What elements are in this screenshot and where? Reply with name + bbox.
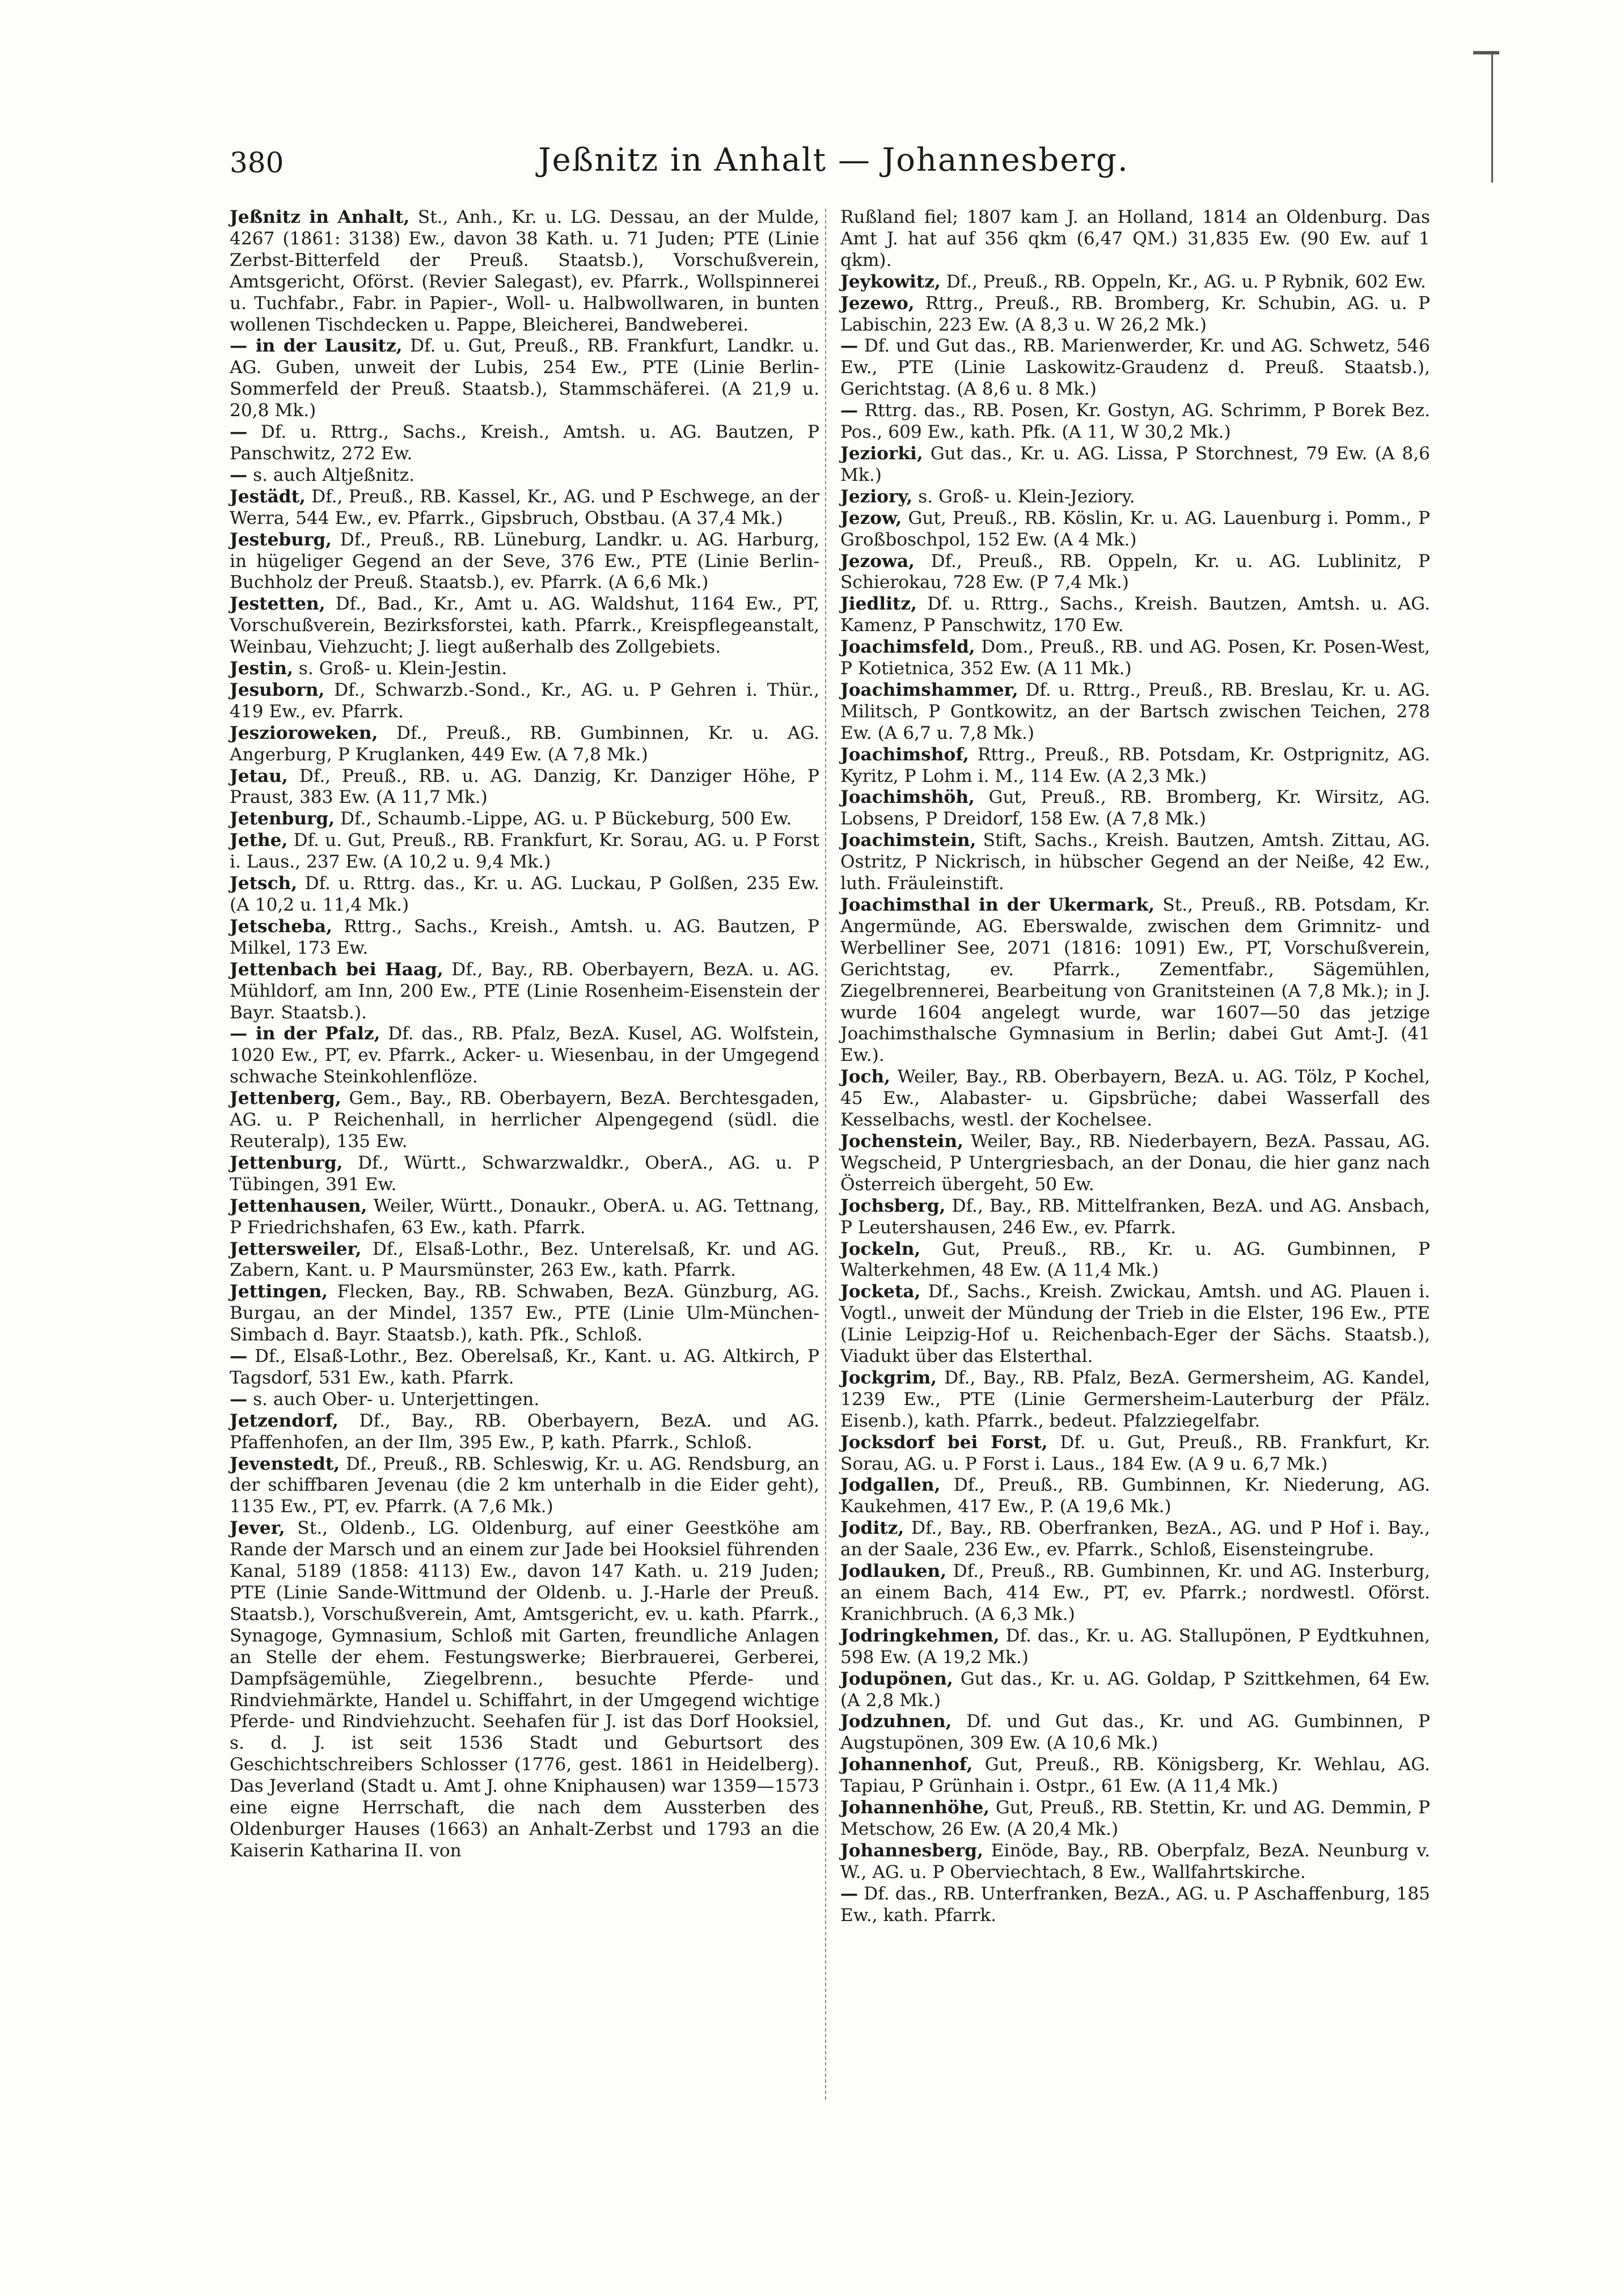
dictionary-entry xyxy=(230,1239,819,1282)
dictionary-entry xyxy=(230,916,819,959)
entry-text: Df. u. Rttrg. das., Kr. u. AG. Luckau, P Golßen, 235 Ew. (A 10,2 u. 11,4 Mk.) xyxy=(230,873,819,915)
dictionary-entry xyxy=(840,1067,1430,1131)
entry-headword: Jettenberg, xyxy=(230,1088,341,1109)
entry-headword: Johannenhof, xyxy=(840,1754,973,1775)
entry-text: Rttrg. das., RB. Posen, Kr. Gostyn, AG. Schrimm, P Borek Bez. Pos., 609 Ew., kath. Pfk. (A 11, W 30,2 Mk.) xyxy=(840,400,1430,443)
entry-headword: Jetau, xyxy=(230,765,288,786)
entry-headword: Jodringkehmen, xyxy=(840,1625,1000,1646)
entry-headword: Jevenstedt, xyxy=(230,1453,340,1474)
entry-headword: Joachimshammer, xyxy=(840,679,1018,700)
entry-headword: Jodgallen, xyxy=(840,1475,941,1496)
dictionary-entry xyxy=(840,1626,1430,1669)
entry-headword: Jiedlitz, xyxy=(840,594,917,615)
entry-text: Df. u. Gut, Preuß., RB. Frankfurt, Kr. Sorau, AG. u. P Forst i. Laus., 237 Ew. (A 10,2 u. 9,4 Mk.) xyxy=(230,830,819,873)
entry-text: Df. und Gut das., RB. Marienwerder, Kr. und AG. Schwetz, 546 Ew., PTE (Linie Laskowitz-Graudenz d. Preuß. Staatsb.), Gerichtstag. (A 8,6 u. 8 Mk.) xyxy=(840,336,1430,400)
entry-text: Df., Bay., RB. Oberfranken, BezA., AG. und P Hof i. Bay., an der Saale, 236 Ew., ev. Pfarrk., Schloß, Eisensteingrube. xyxy=(840,1518,1430,1560)
entry-text: Df., Preuß., RB. Gumbinnen, Kr. u. AG. Angerburg, P Kruglanken, 449 Ew. (A 7,8 Mk.) xyxy=(230,722,819,765)
entry-headword: Jettenhausen, xyxy=(230,1195,367,1216)
entry-text: Df. u. Gut, Preuß., RB. Frankfurt, Landkr. u. AG. Guben, unweit der Lubis, 254 Ew., PTE (Linie Berlin-Sommerfeld der Preuß. Staatsb.), Stammschäferei. (A 21,9 u. 20,8 Mk.) xyxy=(230,336,819,421)
entry-text: Df. das., Kr. u. AG. Stallupönen, P Eydtkuhnen, 598 Ew. (A 19,2 Mk.) xyxy=(840,1625,1430,1668)
dictionary-entry xyxy=(230,830,819,873)
page-number: 380 xyxy=(230,146,284,179)
entry-text: St., Anh., Kr. u. LG. Dessau, an der Mulde, 4267 (1861: 3138) Ew., davon 38 Kath. u. 71 Juden; PTE (Linie Zerbst-Bitterfeld der Preuß. Staatsb.), Vorschußverein, Amtsgericht, Oförst. (Revier Salegast), ev. Pfarrk., Wollspinnerei u. Tuchfabr., Fabr. in Papier-, Woll- u. Halbwollwaren, in bunten wollenen Tischdecken u. Pappe, Bleicherei, Bandweberei. xyxy=(230,207,819,335)
margin-mark xyxy=(1473,51,1499,54)
entry-text: s. auch Altjeßnitz. xyxy=(247,464,415,485)
dictionary-entry xyxy=(840,1281,1430,1368)
entry-text: Df., Preuß., RB. Gumbinnen, Kr. und AG. Insterburg, an einem Bach, 414 Ew., PT, ev. Pfarrk.; nordwestl. Oförst. Kranichbruch. (A 6,3 Mk.) xyxy=(840,1561,1430,1624)
entry-text: Df., Bad., Kr., Amt u. AG. Waldshut, 1164 Ew., PT, Vorschußverein, Bezirksforstei, kath. Pfarrk., Kreispflegeanstalt, Weinbau, Viehzucht; J. liegt außerhalb des Zollgebiets. xyxy=(230,594,819,658)
entry-headword: Jettingen, xyxy=(230,1281,328,1302)
dictionary-entry xyxy=(840,400,1430,443)
dictionary-entry xyxy=(230,486,819,530)
entry-headword: — xyxy=(840,1883,858,1904)
left-column xyxy=(230,207,819,1862)
entry-text: Gem., Bay., RB. Oberbayern, BezA. Berchtesgaden, AG. u. P Reichenhall, in herrlicher Alpengegend (südl. die Reuteralp), 135 Ew. xyxy=(230,1088,819,1152)
dictionary-entry xyxy=(840,336,1430,400)
entry-headword: — xyxy=(230,1389,248,1410)
entry-text: Df., Bay., RB. Oberbayern, BezA. und AG. Pfaffenhofen, an der Ilm, 395 Ew., P, kath. Pfarrk., Schloß. xyxy=(230,1410,819,1453)
entry-headword: Jestin, xyxy=(230,658,293,679)
entry-headword: Jeszioroweken, xyxy=(230,722,378,743)
dictionary-entry xyxy=(840,1239,1430,1282)
entry-text: Df. das., RB. Unterfranken, BezA., AG. u. P Aschaffenburg, 185 Ew., kath. Pfarrk. xyxy=(840,1883,1430,1926)
entry-headword: Jeziory, xyxy=(840,486,913,507)
dictionary-entry xyxy=(230,465,819,486)
entry-headword: Jesteburg, xyxy=(230,529,332,550)
entry-text: Df. u. Gut, Preuß., RB. Frankfurt, Kr. Sorau, AG. u. P Forst i. Laus., 184 Ew. (A 9 u. 6,7 Mk.) xyxy=(840,1432,1431,1474)
entry-headword: Jezewo, xyxy=(840,293,915,314)
entry-headword: Jochenstein, xyxy=(840,1131,963,1152)
entry-headword: Jeßnitz in Anhalt, xyxy=(230,207,410,227)
dictionary-entry xyxy=(840,895,1430,1067)
entry-headword: Jesuborn, xyxy=(230,679,325,700)
dictionary-entry xyxy=(230,422,819,465)
entry-text: Dom., Preuß., RB. und AG. Posen, Kr. Posen-West, P Kotietnica, 352 Ew. (A 11 Mk.) xyxy=(840,637,1430,679)
dictionary-entry xyxy=(230,594,819,658)
dictionary-entry xyxy=(840,1432,1430,1475)
entry-headword: Jodzuhnen, xyxy=(840,1711,952,1732)
entry-text: Df., Schwarzb.-Sond., Kr., AG. u. P Gehren i. Thür., 419 Ew., ev. Pfarrk. xyxy=(230,679,819,722)
entry-text: Stift, Sachs., Kreish. Bautzen, Amtsh. Zittau, AG. Ostritz, P Nickrisch, in hübscher Gegend an der Neiße, 42 Ew., luth. Fräuleinstift. xyxy=(840,830,1430,894)
dictionary-entry xyxy=(230,658,819,680)
entry-headword: Joachimsthal in der Ukermark, xyxy=(840,895,1155,915)
entry-text: s. Groß- u. Klein-Jeziory. xyxy=(912,486,1135,507)
entry-text: Gut das., Kr. u. AG. Lissa, P Storchnest, 79 Ew. (A 8,6 Mk.) xyxy=(840,443,1430,485)
entry-headword: Johannenhöhe, xyxy=(840,1797,990,1818)
entry-text: Df., Elsaß-Lothr., Bez. Oberelsaß, Kr., Kant. u. AG. Altkirch, P Tagsdorf, 531 Ew., kath. Pfarrk. xyxy=(230,1346,819,1388)
entry-text: Weiler, Bay., RB. Niederbayern, BezA. Passau, AG. Wegscheid, P Untergriesbach, an der Donau, die hier ganz nach Österreich übergeht, 50 Ew. xyxy=(840,1131,1430,1195)
entry-headword: Jezowa, xyxy=(840,551,915,572)
entry-text: Df. das., RB. Pfalz, BezA. Kusel, AG. Wolfstein, 1020 Ew., PT, ev. Pfarrk., Acker- u. Wiesenbau, in der Umgegend schwache Steinkohlenflöze. xyxy=(230,1023,819,1088)
entry-headword: — in der Pfalz, xyxy=(230,1023,380,1044)
dictionary-entry xyxy=(840,207,1430,272)
entry-headword: Joditz, xyxy=(840,1518,904,1539)
entry-headword: — xyxy=(230,422,248,443)
dictionary-entry xyxy=(840,486,1430,508)
dictionary-entry xyxy=(840,1368,1430,1432)
entry-text: Df. und Gut das., Kr. und AG. Gumbinnen, P Augstupönen, 309 Ew. (A 10,6 Mk.) xyxy=(840,1711,1430,1754)
dictionary-entry xyxy=(840,594,1430,637)
dictionary-entry xyxy=(840,551,1430,594)
dictionary-entry xyxy=(840,508,1430,551)
entry-text: s. auch Ober- u. Unterjettingen. xyxy=(247,1389,540,1410)
entry-text: Df., Württ., Schwarzwaldkr., OberA., AG. u. P Tübingen, 391 Ew. xyxy=(230,1152,819,1195)
dictionary-entry xyxy=(840,830,1430,895)
entry-text: St., Oldenb., LG. Oldenburg, auf einer Geestköhe am Rande der Marsch und an einem zur Jade bei Hooksiel führenden Kanal, 5189 (1858: 4113) Ew., davon 147 Kath. u. 219 Juden; PTE (Linie Sande-Wittmund der Oldenb. u. J.-Harle der Preuß. Staatsb.), Vorschußverein, Amt, Amtsgericht, ev. u. kath. Pfarrk., Synagoge, Gymnasium, Schloß mit Garten, freundliche Anlagen an Stelle der ehem. Festungswerke; Bierbrauerei, Gerberei, Dampfsägemühle, Ziegelbrenn., besuchte Pferde- und Rindviehmärkte, Handel u. Schiffahrt, in der Umgegend wichtige Pferde- und Rindviehzucht. Seehafen für J. ist das Dorf Hooksiel, s. d. J. ist seit 1536 Stadt und Geburtsort des Geschichtschreibers Schlosser (1776, gest. 1861 in Heidelberg). Das Jeverland (Stadt u. Amt J. ohne Kniphausen) war 1359—1573 eine eigne Herrschaft, die nach dem Aussterben des Oldenburger Hauses (1663) an Anhalt-Zerbst und 1793 an die Kaiserin Katharina II. von xyxy=(230,1518,819,1861)
dictionary-entry xyxy=(230,1196,819,1239)
entry-headword: Joachimshöh, xyxy=(840,787,975,808)
dictionary-entry xyxy=(230,680,819,723)
entry-headword: Jetsch, xyxy=(230,873,298,894)
entry-text: Gut, Preuß., RB. Königsberg, Kr. Wehlau, AG. Tapiau, P Grünhain i. Ostpr., 61 Ew. (A 11,4 Mk.) xyxy=(840,1754,1430,1797)
entry-headword: — xyxy=(230,1346,248,1367)
entry-headword: Jodupönen, xyxy=(840,1668,953,1689)
entry-headword: Jetenburg, xyxy=(230,809,335,830)
entry-headword: Jeykowitz, xyxy=(840,271,941,292)
dictionary-entry xyxy=(840,1711,1430,1754)
entry-text: St., Preuß., RB. Potsdam, Kr. Angermünde, AG. Eberswalde, zwischen dem Grimnitz- und Werbelliner See, 2071 (1816: 1091) Ew., PT, Vorschußverein, Gerichtstag, ev. Pfarrk., Zementfabr., Sägemühlen, Ziegelbrennerei, Bearbeitung von Granitsteinen (A 7,8 Mk.); in J. wurde 1604 angelegt wurde, war 1607—50 das jetzige Joachimsthalsche Gymnasium in Berlin; dabei Gut Amt-J. (41 Ew.). xyxy=(840,895,1430,1066)
entry-text: Df., Preuß., RB. Kassel, Kr., AG. und P Eschwege, an der Werra, 544 Ew., ev. Pfarrk., Gipsbruch, Obstbau. (A 37,4 Mk.) xyxy=(230,486,819,528)
entry-headword: Jettenbach bei Haag, xyxy=(230,959,443,980)
entry-text: Df., Preuß., RB. Schleswig, Kr. u. AG. Rendsburg, an der schiffbaren Jevenau (die 2 km unterhalb in die Eider geht), 1135 Ew., PT, ev. Pfarrk. (A 7,6 Mk.) xyxy=(230,1453,819,1517)
entry-headword: Jestädt, xyxy=(230,486,306,507)
dictionary-entry xyxy=(840,744,1430,788)
entry-text: Rttrg., Preuß., RB. Potsdam, Kr. Ostprignitz, AG. Kyritz, P Lohm i. M., 114 Ew. (A 2,3 Mk.) xyxy=(840,744,1430,786)
entry-headword: Jeziorki, xyxy=(840,443,923,464)
entry-text: Weiler, Bay., RB. Oberbayern, BezA. u. AG. Tölz, P Kochel, 45 Ew., Alabaster- u. Gipsbrüche; dabei Wasserfall des Kesselbachs, westl. der Kochelsee. xyxy=(840,1067,1430,1131)
dictionary-entry xyxy=(230,873,819,916)
dictionary-entry xyxy=(840,1131,1430,1196)
dictionary-entry xyxy=(840,272,1430,293)
entry-text: Df., Preuß., RB. Oppeln, Kr., AG. u. P Rybnik, 602 Ew. xyxy=(940,271,1426,292)
entry-text: s. Groß- u. Klein-Jestin. xyxy=(293,658,508,679)
dictionary-entry xyxy=(840,787,1430,830)
dictionary-entry xyxy=(230,1346,819,1389)
dictionary-entry xyxy=(230,1389,819,1411)
entry-headword: Jestetten, xyxy=(230,594,325,615)
entry-headword: Jochsberg, xyxy=(840,1195,946,1216)
entry-text: Rttrg., Sachs., Kreish., Amtsh. u. AG. Bautzen, P Milkel, 173 Ew. xyxy=(230,916,819,958)
dictionary-entry xyxy=(840,1754,1430,1797)
entry-headword: Jever, xyxy=(230,1518,285,1539)
entry-text: Df., Preuß., RB. Lüneburg, Landkr. u. AG. Harburg, in hügeliger Gegend an der Seve, 376 Ew., PTE (Linie Berlin-Buchholz der Preuß. Staatsb.), ev. Pfarrk. (A 6,6 Mk.) xyxy=(230,529,819,593)
dictionary-entry xyxy=(840,1561,1430,1626)
entry-text: Rußland fiel; 1807 kam J. an Holland, 1814 an Oldenburg. Das Amt J. hat auf 356 qkm (6,47 QM.) 31,835 Ew. (90 Ew. auf 1 qkm). xyxy=(840,207,1430,270)
entry-headword: — in der Lausitz, xyxy=(230,336,403,357)
entry-headword: Jetscheba, xyxy=(230,916,332,937)
dictionary-entry xyxy=(840,680,1430,744)
entry-headword: Jockgrim, xyxy=(840,1367,937,1388)
entry-text: Gut das., Kr. u. AG. Goldap, P Szittkehmen, 64 Ew. (A 2,8 Mk.) xyxy=(840,1668,1430,1711)
entry-headword: Joachimstein, xyxy=(840,830,976,851)
entry-headword: Jocksdorf bei Forst, xyxy=(840,1432,1048,1453)
page-header xyxy=(230,142,1437,193)
dictionary-entry xyxy=(230,1454,819,1518)
dictionary-entry xyxy=(230,530,819,594)
dictionary-entry xyxy=(230,1023,819,1088)
dictionary-entry xyxy=(840,293,1430,336)
entry-headword: Joch, xyxy=(840,1067,891,1088)
entry-headword: Jettenburg, xyxy=(230,1152,343,1173)
dictionary-entry xyxy=(230,1411,819,1454)
entry-headword: Jethe, xyxy=(230,830,288,851)
entry-headword: Jodlauken, xyxy=(840,1561,947,1582)
entry-text: Df., Preuß., RB. Oppeln, Kr. u. AG. Lublinitz, P Schierokau, 728 Ew. (P 7,4 Mk.) xyxy=(840,551,1430,593)
entry-text: Rttrg., Preuß., RB. Bromberg, Kr. Schubin, AG. u. P Labischin, 223 Ew. (A 8,3 u. W 26,2 Mk.) xyxy=(840,293,1430,335)
dictionary-entry xyxy=(840,1518,1430,1561)
entry-headword: Jetzendorf, xyxy=(230,1410,339,1431)
entry-text: Df., Bay., RB. Mittelfranken, BezA. und AG. Ansbach, P Leutershausen, 246 Ew., ev. Pfarrk. xyxy=(840,1195,1430,1238)
entry-text: Gut, Preuß., RB. Bromberg, Kr. Wirsitz, AG. Lobsens, P Dreidorf, 158 Ew. (A 7,8 Mk.) xyxy=(840,787,1430,830)
dictionary-entry xyxy=(840,1475,1430,1518)
entry-text: Df., Sachs., Kreish. Zwickau, Amtsh. und AG. Plauen i. Vogtl., unweit der Mündung der Trieb in die Elster, 196 Ew., PTE (Linie Leipzig-Hof u. Reichenbach-Eger der Sächs. Staatsb.), Viadukt über das Elsterthal. xyxy=(840,1281,1430,1367)
dictionary-entry xyxy=(230,1153,819,1196)
entry-text: Df., Preuß., RB. u. AG. Danzig, Kr. Danziger Höhe, P Praust, 383 Ew. (A 11,7 Mk.) xyxy=(230,765,819,808)
entry-headword: — xyxy=(230,464,248,485)
entry-text: Einöde, Bay., RB. Oberpfalz, BezA. Neunburg v. W., AG. u. P Oberviechtach, 8 Ew., Wallfahrtskirche. xyxy=(840,1840,1430,1882)
dictionary-entry xyxy=(230,959,819,1024)
dictionary-entry xyxy=(230,1088,819,1153)
entry-text: Df., Schaumb.-Lippe, AG. u. P Bückeburg, 500 Ew. xyxy=(335,809,792,830)
entry-headword: — xyxy=(840,336,858,357)
entry-headword: — xyxy=(840,400,858,421)
dictionary-entry xyxy=(230,809,819,830)
dictionary-entry xyxy=(840,1196,1430,1239)
entry-headword: Johannesberg, xyxy=(840,1840,983,1861)
entry-headword: Jockeln, xyxy=(840,1238,921,1259)
dictionary-entry xyxy=(840,443,1430,486)
entry-text: Df. u. Rttrg., Sachs., Kreish., Amtsh. u. AG. Bautzen, P Panschwitz, 272 Ew. xyxy=(230,422,819,464)
column-divider xyxy=(825,209,826,2100)
entry-text: Df., Preuß., RB. Gumbinnen, Kr. Niederung, AG. Kaukehmen, 417 Ew., P. (A 19,6 Mk.) xyxy=(840,1475,1430,1517)
dictionary-entry xyxy=(230,1518,819,1862)
entry-text: Gut, Preuß., RB. Köslin, Kr. u. AG. Lauenburg i. Pomm., P Großboschpol, 152 Ew. (A 4 Mk.) xyxy=(840,507,1430,550)
running-head: Jeßnitz in Anhalt — Johannesberg. xyxy=(538,142,1129,179)
margin-mark-stem xyxy=(1491,52,1493,183)
dictionary-entry xyxy=(230,723,819,766)
entry-headword: Joachimshof, xyxy=(840,744,969,765)
entry-headword: Jezow, xyxy=(840,507,902,528)
dictionary-entry xyxy=(840,1841,1430,1884)
dictionary-entry xyxy=(230,766,819,809)
entry-text: Df. u. Rttrg., Sachs., Kreish. Bautzen, Amtsh. u. AG. Kamenz, P Panschwitz, 170 Ew. xyxy=(840,594,1430,636)
dictionary-entry xyxy=(230,336,819,422)
entry-text: Df. u. Rttrg., Preuß., RB. Breslau, Kr. u. AG. Militsch, P Gontkowitz, an der Bartsch zwischen Teichen, 278 Ew. (A 6,7 u. 7,8 Mk.) xyxy=(840,679,1430,743)
entry-headword: Jocketa, xyxy=(840,1281,921,1302)
dictionary-entry xyxy=(840,1669,1430,1712)
dictionary-entry xyxy=(230,207,819,336)
entry-text: Flecken, Bay., RB. Schwaben, BezA. Günzburg, AG. Burgau, an der Mindel, 1357 Ew., PTE (Linie Ulm-München-Simbach d. Bayr. Staatsb.), kath. Pfk., Schloß. xyxy=(230,1281,819,1346)
entry-text: Df., Bay., RB. Oberbayern, BezA. u. AG. Mühldorf, am Inn, 200 Ew., PTE (Linie Rosenheim-Eisenstein der Bayr. Staatsb.). xyxy=(230,959,819,1023)
dictionary-entry xyxy=(230,1281,819,1346)
right-column xyxy=(840,207,1430,1927)
dictionary-entry xyxy=(840,637,1430,680)
entry-text: Gut, Preuß., RB., Kr. u. AG. Gumbinnen, P Walterkehmen, 48 Ew. (A 11,4 Mk.) xyxy=(840,1238,1430,1281)
dictionary-entry xyxy=(840,1797,1430,1841)
entry-text: Df., Elsaß-Lothr., Bez. Unterelsaß, Kr. und AG. Zabern, Kant. u. P Maursmünster, 263 Ew., kath. Pfarrk. xyxy=(230,1238,819,1281)
entry-text: Gut, Preuß., RB. Stettin, Kr. und AG. Demmin, P Metschow, 26 Ew. (A 20,4 Mk.) xyxy=(840,1797,1430,1839)
entry-text: Df., Bay., RB. Pfalz, BezA. Germersheim, AG. Kandel, 1239 Ew., PTE (Linie Germersheim-Lauterburg der Pfälz. Eisenb.), kath. Pfarrk., bedeut. Pfalzziegelfabr. xyxy=(840,1367,1430,1431)
entry-text: Weiler, Württ., Donaukr., OberA. u. AG. Tettnang, P Friedrichshafen, 63 Ew., kath. Pfarrk. xyxy=(230,1195,819,1238)
dictionary-entry xyxy=(840,1884,1430,1927)
entry-headword: Jettersweiler, xyxy=(230,1238,362,1259)
entry-headword: Joachimsfeld, xyxy=(840,637,975,658)
